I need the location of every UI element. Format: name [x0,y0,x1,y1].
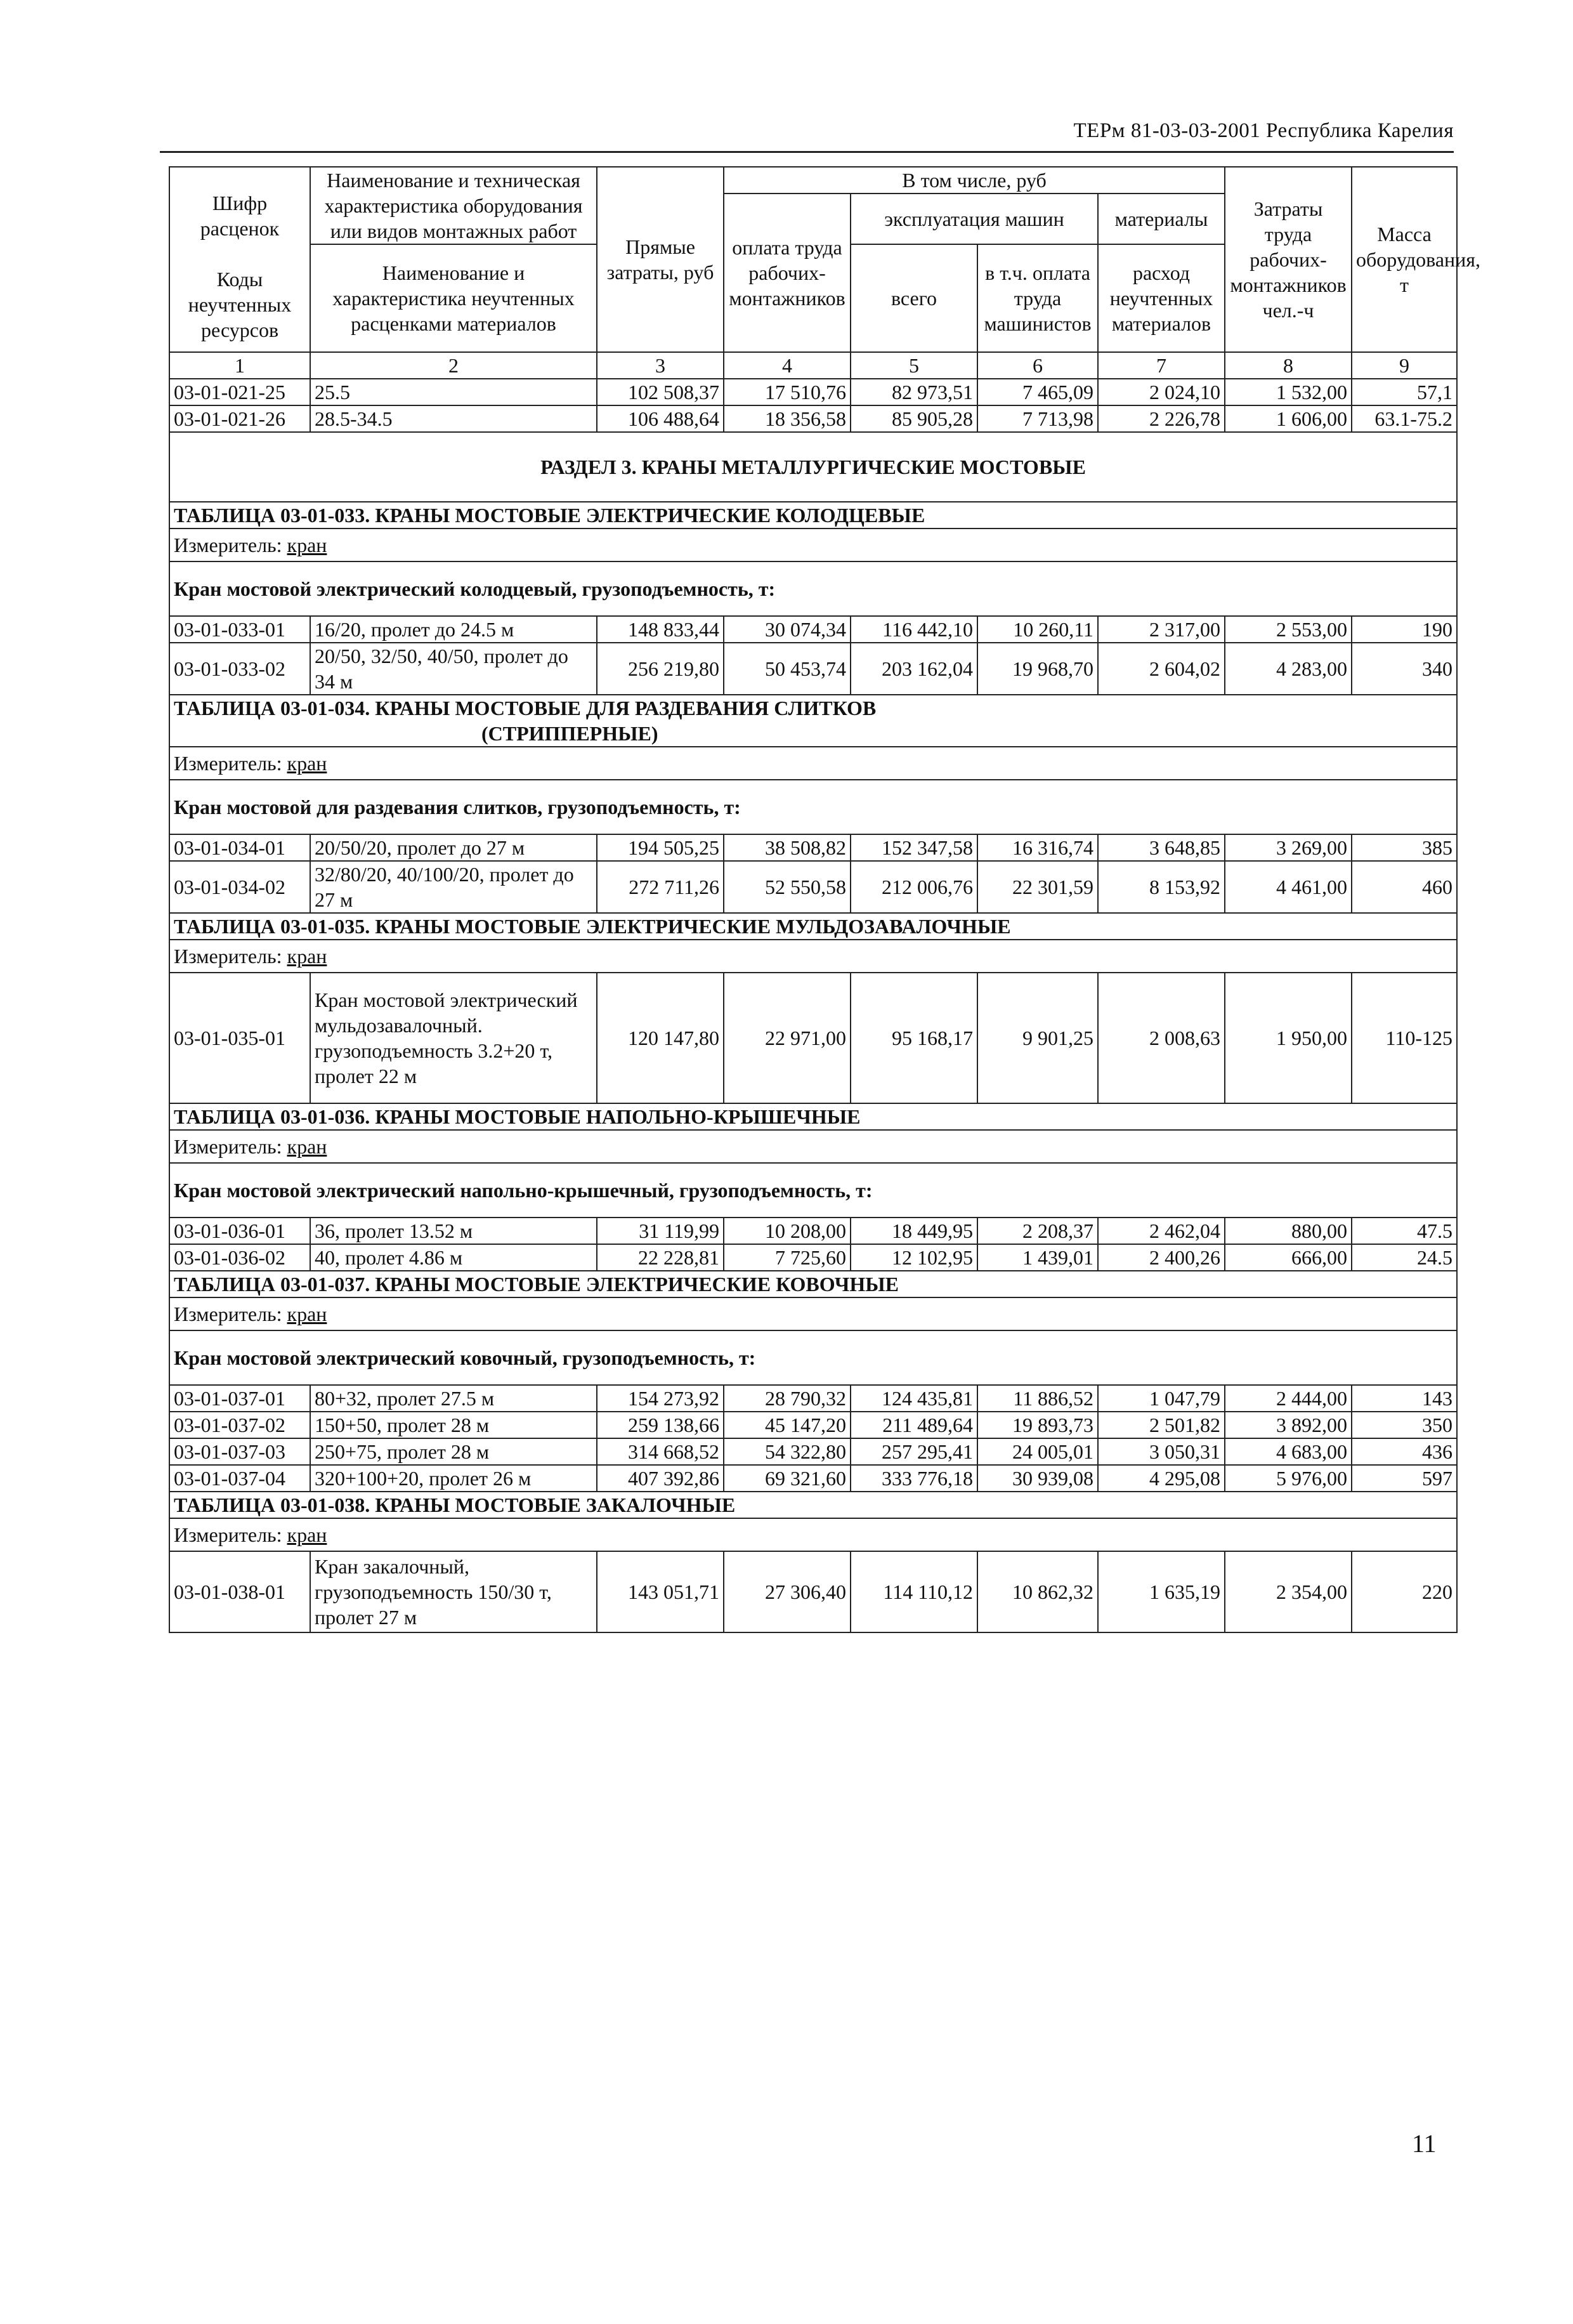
measure-unit: кран [287,1303,327,1325]
cell-code: 03-01-034-01 [169,834,310,861]
cell-wages: 27 306,40 [724,1551,851,1632]
cell-mach_w: 19 968,70 [977,643,1098,695]
cell-wages: 45 147,20 [724,1412,851,1438]
table-title-row [169,913,1457,940]
cell-mach_w: 30 939,08 [977,1465,1098,1492]
header-name: Наименование и техническая характеристика оборудования или видов монтажных работ [310,167,597,244]
cell-name: 28.5-34.5 [310,405,597,432]
table-row [169,1218,1457,1244]
column-number: 4 [724,352,851,379]
table-title-row [169,1271,1457,1297]
cell-labor: 4 461,00 [1225,861,1352,913]
cell-mach: 116 442,10 [851,616,977,643]
document-code: ТЕРм 81-03-03-2001 Республика Карелия [1073,119,1454,142]
cell-direct: 106 488,64 [597,405,724,432]
measure [169,528,1457,561]
cell-name: 320+100+20, пролет 26 м [310,1465,597,1492]
column-number: 3 [597,352,724,379]
cell-code: 03-01-037-03 [169,1438,310,1465]
cell-mat: 3 050,31 [1098,1438,1225,1465]
cell-labor: 4 283,00 [1225,643,1352,695]
cell-mach: 12 102,95 [851,1244,977,1271]
measure-row [169,1518,1457,1551]
column-number: 1 [169,352,310,379]
cell-name: 25.5 [310,379,597,405]
section-title: РАЗДЕЛ 3. КРАНЫ МЕТАЛЛУРГИЧЕСКИЕ МОСТОВЫЕ [169,432,1457,502]
measure-row [169,940,1457,973]
cell-mass: 436 [1352,1438,1457,1465]
measure [169,1130,1457,1163]
header-incl: В том числе, руб [724,167,1225,194]
cell-labor: 2 553,00 [1225,616,1352,643]
header-name-materials: Наименование и характеристика неучтенных расценками материалов [310,244,597,352]
cell-labor: 880,00 [1225,1218,1352,1244]
cell-mass: 143 [1352,1385,1457,1412]
cell-mach: 82 973,51 [851,379,977,405]
cell-name: 32/80/20, 40/100/20, пролет до 27 м [310,861,597,913]
cell-wages: 50 453,74 [724,643,851,695]
table-row [169,379,1457,405]
cell-mach: 95 168,17 [851,973,977,1103]
table-row [169,1412,1457,1438]
column-number: 7 [1098,352,1225,379]
header-machines-total: всего [851,244,977,352]
measure-label: Измеритель: [174,1303,287,1325]
table-title-row [169,1492,1457,1518]
table-row [169,1465,1457,1492]
header-code: Шифр расценок [169,167,310,244]
cell-code: 03-01-034-02 [169,861,310,913]
cell-mass: 385 [1352,834,1457,861]
cell-mach_w: 1 439,01 [977,1244,1098,1271]
cell-mach: 203 162,04 [851,643,977,695]
measure-row [169,528,1457,561]
cell-mat: 1 047,79 [1098,1385,1225,1412]
cell-name: 16/20, пролет до 24.5 м [310,616,597,643]
cell-name: 150+50, пролет 28 м [310,1412,597,1438]
cell-wages: 54 322,80 [724,1438,851,1465]
cell-wages: 30 074,34 [724,616,851,643]
cell-mach_w: 2 208,37 [977,1218,1098,1244]
cell-name: 20/50, 32/50, 40/50, пролет до 34 м [310,643,597,695]
cell-mach_w: 16 316,74 [977,834,1098,861]
table-title-text: ТАБЛИЦА 03-01-038. КРАНЫ МОСТОВЫЕ ЗАКАЛОЧНЫЕ [174,1494,736,1516]
cell-wages: 17 510,76 [724,379,851,405]
header-machines: эксплуатация машин [851,194,1098,244]
cell-mass: 597 [1352,1465,1457,1492]
cell-name: 250+75, пролет 28 м [310,1438,597,1465]
cell-code: 03-01-037-04 [169,1465,310,1492]
section-row [169,432,1457,502]
cell-labor: 5 976,00 [1225,1465,1352,1492]
cell-mach_w: 7 713,98 [977,405,1098,432]
cell-wages: 10 208,00 [724,1218,851,1244]
header-labor: Затраты труда рабочих-монтажников чел.-ч [1225,167,1352,352]
cell-mat: 8 153,92 [1098,861,1225,913]
column-number: 2 [310,352,597,379]
column-number: 6 [977,352,1098,379]
cell-mass: 57,1 [1352,379,1457,405]
cell-mach_w: 10 260,11 [977,616,1098,643]
measure-label: Измеритель: [174,534,287,556]
measure-label: Измеритель: [174,1135,287,1158]
measure-label: Измеритель: [174,945,287,968]
cell-wages: 38 508,82 [724,834,851,861]
table-row [169,973,1457,1103]
cell-wages: 28 790,32 [724,1385,851,1412]
cell-wages: 69 321,60 [724,1465,851,1492]
measure [169,940,1457,973]
measure [169,1518,1457,1551]
cell-mach_w: 19 893,73 [977,1412,1098,1438]
rates-table [169,166,1480,1633]
cell-mach: 211 489,64 [851,1412,977,1438]
cell-name: 20/50/20, пролет до 27 м [310,834,597,861]
table-row [169,1244,1457,1271]
cell-direct: 407 392,86 [597,1465,724,1492]
table-title [169,1103,1457,1130]
measure-unit: кран [287,534,327,556]
table-row [169,1385,1457,1412]
cell-mass: 110-125 [1352,973,1457,1103]
cell-name: 40, пролет 4.86 м [310,1244,597,1271]
cell-mass: 63.1-75.2 [1352,405,1457,432]
cell-wages: 18 356,58 [724,405,851,432]
cell-mach_w: 22 301,59 [977,861,1098,913]
cell-mat: 2 317,00 [1098,616,1225,643]
table-title-text: ТАБЛИЦА 03-01-035. КРАНЫ МОСТОВЫЕ ЭЛЕКТРИЧЕСКИЕ МУЛЬДОЗАВАЛОЧНЫЕ [174,915,1011,938]
cell-labor: 4 683,00 [1225,1438,1352,1465]
cell-direct: 194 505,25 [597,834,724,861]
cell-mach_w: 7 465,09 [977,379,1098,405]
cell-mach: 18 449,95 [851,1218,977,1244]
cell-mass: 220 [1352,1551,1457,1632]
table-row [169,616,1457,643]
measure-label: Измеритель: [174,1523,287,1546]
cell-mach: 257 295,41 [851,1438,977,1465]
cell-code: 03-01-038-01 [169,1551,310,1632]
cell-code: 03-01-033-02 [169,643,310,695]
cell-mass: 350 [1352,1412,1457,1438]
rates-table-wrapper [169,166,1480,1633]
measure-unit: кран [287,1135,327,1158]
cell-mach_w: 24 005,01 [977,1438,1098,1465]
table-title-row [169,1103,1457,1130]
cell-direct: 31 119,99 [597,1218,724,1244]
cell-name: Кран мостовой электрический мульдозавалочный. грузоподъемность 3.2+20 т, пролет 22 м [310,973,597,1103]
column-number: 8 [1225,352,1352,379]
cell-code: 03-01-037-02 [169,1412,310,1438]
table-row [169,861,1457,913]
cell-wages: 52 550,58 [724,861,851,913]
measure [169,747,1457,780]
measure-unit: кран [287,1523,327,1546]
table-title [169,695,1457,747]
measure [169,1297,1457,1330]
table-title-text: ТАБЛИЦА 03-01-037. КРАНЫ МОСТОВЫЕ ЭЛЕКТРИЧЕСКИЕ КОВОЧНЫЕ [174,1273,899,1296]
measure-row [169,1297,1457,1330]
cell-name: Кран закалочный, грузоподъемность 150/30 т, пролет 27 м [310,1551,597,1632]
cell-direct: 22 228,81 [597,1244,724,1271]
measure-row [169,1130,1457,1163]
table-row [169,834,1457,861]
table-row [169,1551,1457,1632]
cell-code: 03-01-033-01 [169,616,310,643]
table-title-row [169,502,1457,528]
cell-labor: 1 532,00 [1225,379,1352,405]
cell-labor: 3 269,00 [1225,834,1352,861]
subheading-row [169,561,1457,616]
cell-mach: 85 905,28 [851,405,977,432]
cell-name: 80+32, пролет 27.5 м [310,1385,597,1412]
cell-mass: 24.5 [1352,1244,1457,1271]
measure-unit: кран [287,945,327,968]
measure-label: Измеритель: [174,752,287,775]
table-title-text: ТАБЛИЦА 03-01-034. КРАНЫ МОСТОВЫЕ ДЛЯ РАЗДЕВАНИЯ СЛИТКОВ [174,697,877,719]
cell-mach: 333 776,18 [851,1465,977,1492]
subheading-row [169,1163,1457,1218]
cell-direct: 272 711,26 [597,861,724,913]
cell-mat: 2 604,02 [1098,643,1225,695]
cell-wages: 7 725,60 [724,1244,851,1271]
header-materials: материалы [1098,194,1225,244]
table-row [169,643,1457,695]
cell-mach: 124 435,81 [851,1385,977,1412]
cell-labor: 1 606,00 [1225,405,1352,432]
cell-name: 36, пролет 13.52 м [310,1218,597,1244]
table-title [169,502,1457,528]
cell-mat: 2 501,82 [1098,1412,1225,1438]
cell-mach_w: 9 901,25 [977,973,1098,1103]
cell-mass: 460 [1352,861,1457,913]
measure-unit: кран [287,752,327,775]
cell-direct: 120 147,80 [597,973,724,1103]
measure-row [169,747,1457,780]
cell-mass: 47.5 [1352,1218,1457,1244]
cell-code: 03-01-021-26 [169,405,310,432]
cell-mass: 190 [1352,616,1457,643]
cell-code: 03-01-036-01 [169,1218,310,1244]
table-title [169,913,1457,940]
cell-mach_w: 11 886,52 [977,1385,1098,1412]
cell-code: 03-01-021-25 [169,379,310,405]
cell-code: 03-01-037-01 [169,1385,310,1412]
cell-direct: 154 273,92 [597,1385,724,1412]
cell-mat: 2 462,04 [1098,1218,1225,1244]
column-numbers-row [169,352,1457,379]
header-direct: Прямые затраты, руб [597,167,724,352]
header-mass: Масса оборудования, т [1352,167,1457,352]
cell-mat: 3 648,85 [1098,834,1225,861]
cell-direct: 256 219,80 [597,643,724,695]
table-row [169,405,1457,432]
table-subheading: Кран мостовой электрический ковочный, грузоподъемность, т: [169,1330,1457,1385]
cell-mach: 152 347,58 [851,834,977,861]
subheading-row [169,1330,1457,1385]
column-number: 9 [1352,352,1457,379]
cell-mass: 340 [1352,643,1457,695]
cell-direct: 259 138,66 [597,1412,724,1438]
cell-mat: 4 295,08 [1098,1465,1225,1492]
table-title [169,1271,1457,1297]
table-title-row [169,695,1457,747]
cell-direct: 102 508,37 [597,379,724,405]
header-materials-usage: расход неучтенных материалов [1098,244,1225,352]
table-row [169,1438,1457,1465]
table-title-text: ТАБЛИЦА 03-01-033. КРАНЫ МОСТОВЫЕ ЭЛЕКТРИЧЕСКИЕ КОЛОДЦЕВЫЕ [174,504,925,527]
cell-labor: 2 444,00 [1225,1385,1352,1412]
page-number: 11 [1412,2129,1437,2158]
cell-mat: 2 024,10 [1098,379,1225,405]
cell-mat: 2 400,26 [1098,1244,1225,1271]
cell-labor: 1 950,00 [1225,973,1352,1103]
subheading-row [169,780,1457,834]
cell-direct: 148 833,44 [597,616,724,643]
header-code-resources: Коды неучтенных ресурсов [169,244,310,352]
cell-mat: 1 635,19 [1098,1551,1225,1632]
table-title-text: ТАБЛИЦА 03-01-036. КРАНЫ МОСТОВЫЕ НАПОЛЬНО-КРЫШЕЧНЫЕ [174,1105,861,1128]
cell-direct: 143 051,71 [597,1551,724,1632]
cell-mach_w: 10 862,32 [977,1551,1098,1632]
cell-labor: 2 354,00 [1225,1551,1352,1632]
cell-direct: 314 668,52 [597,1438,724,1465]
column-number: 5 [851,352,977,379]
cell-code: 03-01-035-01 [169,973,310,1103]
cell-mat: 2 226,78 [1098,405,1225,432]
cell-labor: 3 892,00 [1225,1412,1352,1438]
cell-wages: 22 971,00 [724,973,851,1103]
table-subheading: Кран мостовой электрический колодцевый, грузоподъемность, т: [169,561,1457,616]
header-wages: оплата труда рабочих-монтажников [724,194,851,352]
table-title-cont: (СТРИППЕРНЫЕ) [481,722,658,745]
table-title [169,1492,1457,1518]
page-header [160,115,1454,153]
cell-code: 03-01-036-02 [169,1244,310,1271]
cell-mat: 2 008,63 [1098,973,1225,1103]
cell-mach: 212 006,76 [851,861,977,913]
header-machines-wages: в т.ч. оплата труда машинистов [977,244,1098,352]
table-subheading: Кран мостовой для раздевания слитков, грузоподъемность, т: [169,780,1457,834]
table-subheading: Кран мостовой электрический напольно-крышечный, грузоподъемность, т: [169,1163,1457,1218]
cell-labor: 666,00 [1225,1244,1352,1271]
cell-mach: 114 110,12 [851,1551,977,1632]
